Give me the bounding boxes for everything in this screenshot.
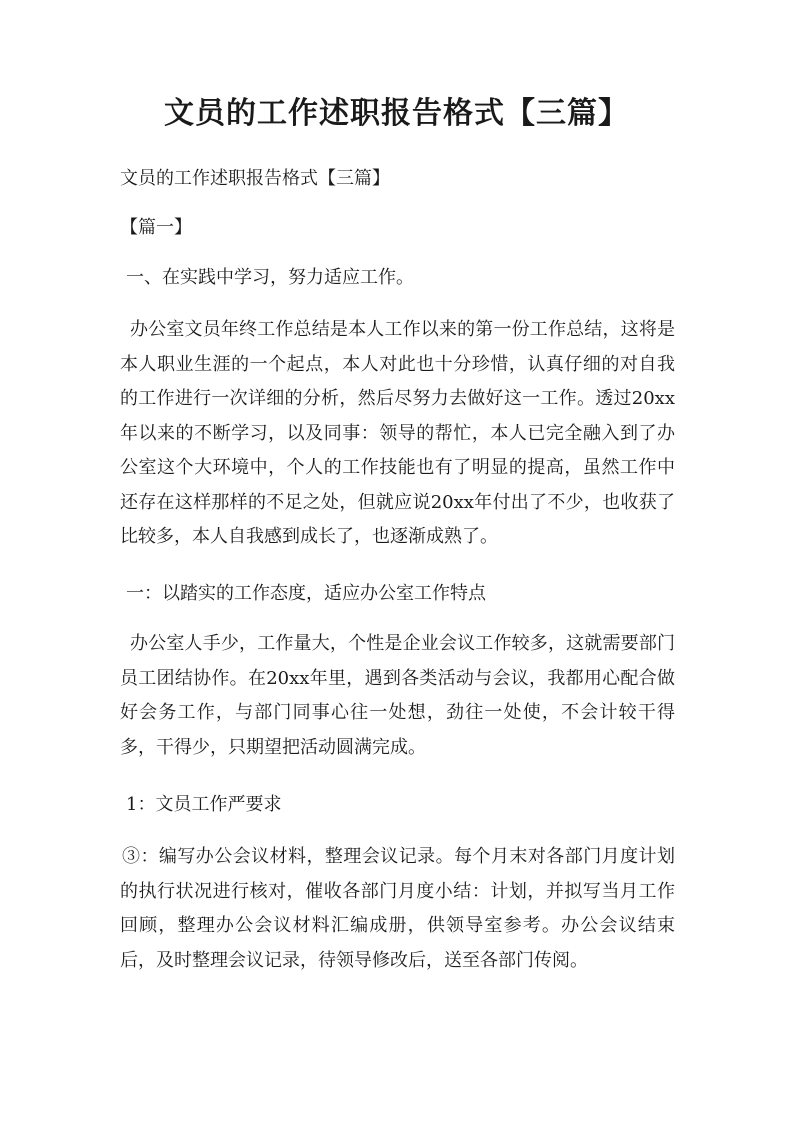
paragraph-2: 办公室人手少，工作量大，个性是企业会议工作较多，这就需要部门员工团结协作。在20xx年里，遇到各类活动与会议，我都用心配合做好会务工作，与部门同事心往一处想，劲往一处使，不会计较干得多，干得少，只期望把活动圆满完成。 [120, 633, 675, 758]
section-heading-1: 一、在实践中学习，努力适应工作。 [126, 267, 414, 288]
section-heading-3: 1：文员工作严要求 [126, 794, 282, 815]
section-label: 【篇一】 [120, 217, 192, 238]
section-heading-2: 一：以踏实的工作态度，适应办公室工作特点 [126, 583, 486, 604]
document-subtitle: 文员的工作述职报告格式【三篇】 [120, 168, 390, 189]
paragraph-1: 办公室文员年终工作总结是本人工作以来的第一份工作总结，这将是本人职业生涯的一个起点，本人对此也十分珍惜，认真仔细的对自我的工作进行一次详细的分析，然后尽努力去做好这一工作。透过20xx年以来的不断学习，以及同事：领导的帮忙，本人已完全融入到了办公室这个大环境中，个人的工作技能也有了明显的提高，虽然工作中还存在这样那样的不足之处，但就应说20xx年付出了不少，也收获了比较多，本人自我感到成长了，也逐渐成熟了。 [120, 319, 675, 547]
paragraph-3: ③：编写办公会议材料，整理会议记录。每个月末对各部门月度计划的执行状况进行核对，催收各部门月度小结：计划，并拟写当月工作回顾，整理办公会议材料汇编成册，供领导室参考。办公会议结束后，及时整理会议记录，待领导修改后，送至各部门传阅。 [120, 846, 675, 971]
document-title: 文员的工作述职报告格式【三篇】 [164, 96, 629, 131]
